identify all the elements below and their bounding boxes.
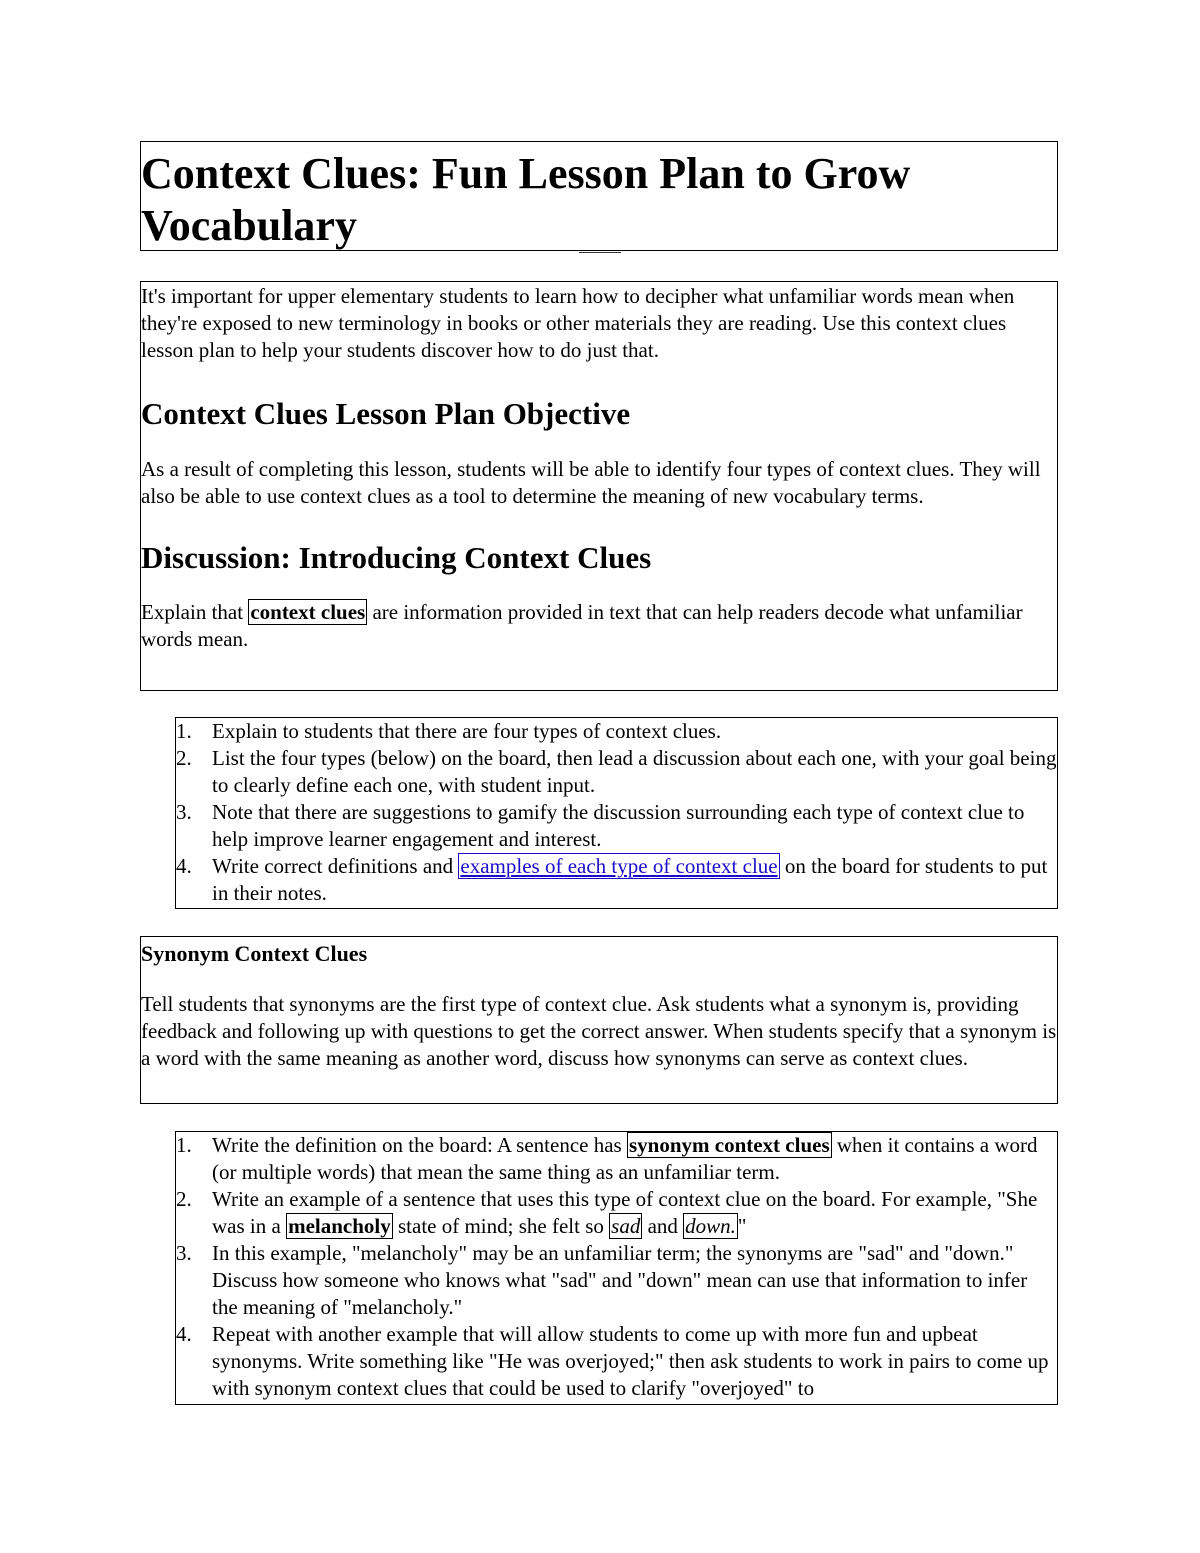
discussion-pre: Explain that xyxy=(141,600,244,624)
list-item xyxy=(176,1321,1057,1402)
list-item-text-post: when it contains a word (or multiple words) that mean the same thing as an unfamiliar term. xyxy=(212,1133,1038,1184)
synonym-text: Tell students that synonyms are the first type of context clue. Ask students what a synonym is, providing feedback and following up with questions to get the correct answer. When students specify that a synonym is a word with the same meaning as another word, discuss how synonyms can serve as context clues. xyxy=(141,992,1057,1070)
list-number: 3. xyxy=(176,1241,192,1265)
list-item-text-post: on the board for students to put in their notes. xyxy=(212,854,1048,905)
list-item-text-end: " xyxy=(737,1214,747,1238)
list-item-text: Explain to students that there are four types of context clues. xyxy=(212,719,722,743)
list-item xyxy=(176,853,1057,907)
discussion-post: are information provided in text that can help readers decode what unfamiliar words mean. xyxy=(141,600,1023,651)
list-item-text-mid: state of mind; she felt so xyxy=(398,1214,604,1238)
list-item xyxy=(176,1186,1057,1240)
list-item-text: List the four types (below) on the board, then lead a discussion about each one, with your goal being to clearly define each one, with student input. xyxy=(212,746,1057,797)
term-context-clues: context clues xyxy=(250,600,366,624)
list-number: 4. xyxy=(176,1322,192,1346)
term-synonym-context-clues: synonym context clues xyxy=(628,1133,830,1157)
term-sad: sad xyxy=(611,1214,641,1238)
list-item-text-pre: Write the definition on the board: A sentence has xyxy=(212,1133,622,1157)
list-item xyxy=(176,799,1057,853)
list-item-text-pre: Write correct definitions and xyxy=(212,854,454,878)
objective-text: As a result of completing this lesson, students will be able to identify four types of context clues. They will also be able to use context clues as a tool to determine the meaning of new vocabulary terms. xyxy=(141,457,1041,508)
list-number: 2. xyxy=(176,1187,192,1211)
term-down: down. xyxy=(685,1214,736,1238)
intro-section xyxy=(140,281,1058,691)
examples-link[interactable]: examples of each type of context clue xyxy=(460,854,778,878)
intro-paragraph: It's important for upper elementary students to learn how to decipher what unfamiliar words mean when they're exposed to new terminology in books or other materials they are reading. Use this context clues lesson plan to help your students discover how to do just that. xyxy=(141,284,1015,362)
list-item xyxy=(176,718,1057,745)
title-anchor-mark xyxy=(579,249,621,253)
list-item-text: In this example, "melancholy" may be an unfamiliar term; the synonyms are "sad" and "down." Discuss how someone who knows what "sad" and "down" mean can use that information to infer the meaning of "melancholy." xyxy=(212,1241,1028,1319)
list-number: 1. xyxy=(176,1133,192,1157)
list-item xyxy=(176,1132,1057,1186)
page-title: Context Clues: Fun Lesson Plan to Grow Vocabulary xyxy=(141,149,911,250)
synonym-section xyxy=(140,936,1058,1104)
discussion-text xyxy=(141,599,1057,653)
list-item-text: Repeat with another example that will allow students to come up with more fun and upbeat synonyms. Write something like "He was overjoyed;" then ask students to work in pairs to come up with synonym context clues that could be used to clarify "overjoyed" to xyxy=(212,1322,1049,1400)
steps-list xyxy=(175,717,1058,909)
list-item xyxy=(176,745,1057,799)
title-box xyxy=(140,141,1058,251)
term-melancholy: melancholy xyxy=(288,1214,391,1238)
discussion-heading: Discussion: Introducing Context Clues xyxy=(141,540,652,575)
synonym-heading: Synonym Context Clues xyxy=(141,941,368,966)
list-item xyxy=(176,1240,1057,1321)
objective-heading: Context Clues Lesson Plan Objective xyxy=(141,396,631,431)
synonym-steps-list xyxy=(175,1131,1058,1405)
list-number: 1. xyxy=(176,719,192,743)
list-number: 3. xyxy=(176,800,192,824)
list-item-text-pre: Write an example of a sentence that uses this type of context clue on the board. For example, "She was in a xyxy=(212,1187,1038,1238)
list-number: 2. xyxy=(176,746,192,770)
list-item-text-and: and xyxy=(647,1214,678,1238)
list-item-text: Note that there are suggestions to gamify the discussion surrounding each type of context clue to help improve learner engagement and interest. xyxy=(212,800,1025,851)
list-number: 4. xyxy=(176,854,192,878)
